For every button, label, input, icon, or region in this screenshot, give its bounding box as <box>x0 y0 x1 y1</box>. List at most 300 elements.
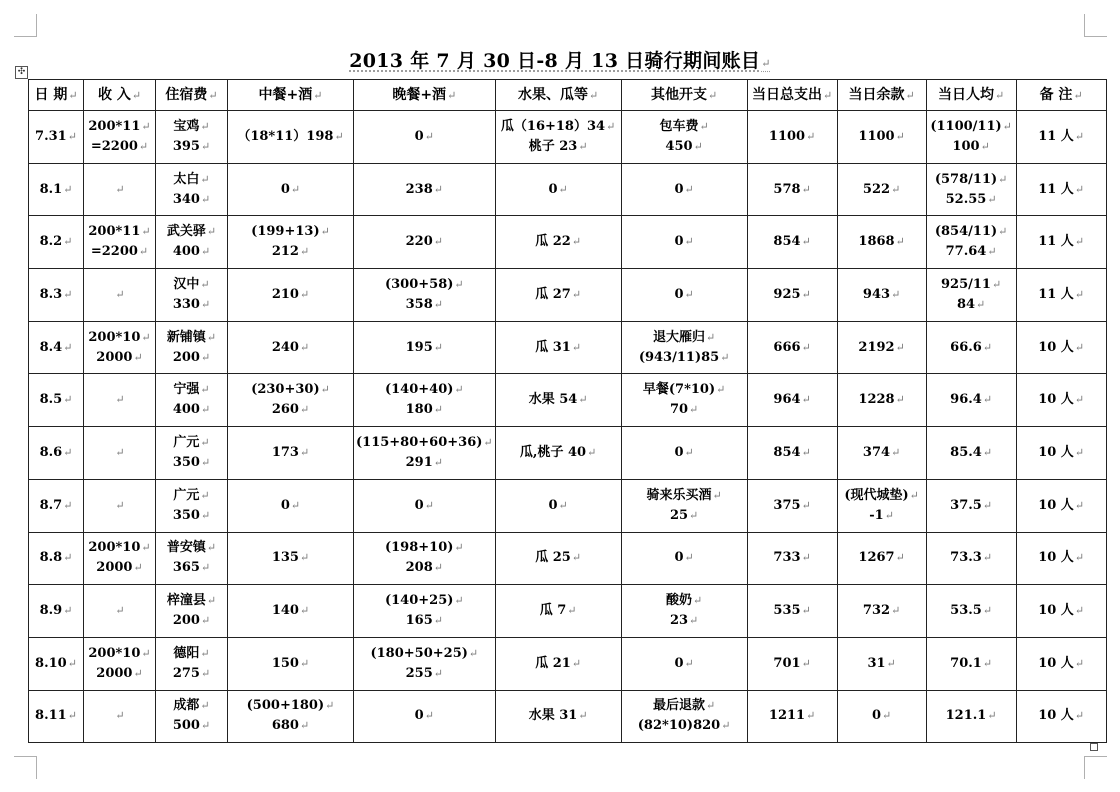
paragraph-mark-icon: ↵ <box>895 551 905 565</box>
paragraph-mark-icon: ↵ <box>684 656 694 670</box>
other-expense-cell-line: 酸奶↵ <box>665 593 703 609</box>
paragraph-mark-icon: ↵ <box>454 383 464 397</box>
lodging-cell[interactable] <box>156 321 228 374</box>
paragraph-mark-icon: ↵ <box>806 709 816 723</box>
lodging-cell[interactable] <box>156 269 228 322</box>
other-expense-cell[interactable] <box>621 216 747 269</box>
paragraph-mark-icon: ↵ <box>200 383 210 397</box>
lodging-cell-line: 400↵ <box>172 402 211 418</box>
daily-balance-cell-line: (现代城垫)↵ <box>844 487 919 503</box>
income-cell[interactable] <box>84 637 156 690</box>
other-expense-cell[interactable] <box>621 427 747 480</box>
paragraph-mark-icon: ↵ <box>689 508 699 522</box>
daily-balance-cell[interactable] <box>837 374 926 427</box>
lodging-cell[interactable] <box>156 479 228 532</box>
date-cell-line: 8.11↵ <box>35 708 77 724</box>
paragraph-mark-icon: ↵ <box>578 393 588 407</box>
note-cell[interactable] <box>1016 374 1106 427</box>
lodging-cell-line: 500↵ <box>172 718 211 734</box>
daily-total-cell[interactable] <box>747 216 837 269</box>
note-cell[interactable] <box>1016 690 1106 743</box>
daily-balance-cell[interactable] <box>837 216 926 269</box>
daily-total-cell[interactable] <box>747 690 837 743</box>
income-cell-line: 200*10↵ <box>88 329 151 345</box>
date-cell[interactable] <box>29 637 84 690</box>
date-cell[interactable] <box>29 690 84 743</box>
paragraph-mark-icon: ↵ <box>1074 551 1085 565</box>
daily-total-cell[interactable] <box>747 532 837 585</box>
paragraph-mark-icon: ↵ <box>976 297 986 311</box>
per-person-cell[interactable] <box>926 321 1016 374</box>
daily-balance-cell-line: 31↵ <box>867 655 896 671</box>
fruit-cell[interactable] <box>495 427 621 480</box>
other-expense-cell[interactable] <box>621 111 747 164</box>
lodging-cell[interactable] <box>156 532 228 585</box>
lodging-cell[interactable] <box>156 637 228 690</box>
fruit-cell[interactable] <box>495 374 621 427</box>
paragraph-mark-icon: ↵ <box>980 139 990 153</box>
paragraph-mark-icon: ↵ <box>63 235 73 249</box>
dinner-cell-line: 180↵ <box>405 402 443 418</box>
paragraph-mark-icon: ↵ <box>699 119 709 133</box>
table-row <box>29 374 1107 427</box>
daily-balance-cell[interactable] <box>837 163 926 216</box>
fruit-cell-line: 水果 31↵ <box>528 708 588 724</box>
paragraph-mark-icon: ↵ <box>299 340 310 354</box>
other-expense-cell[interactable] <box>621 374 747 427</box>
fruit-cell[interactable] <box>495 690 621 743</box>
other-expense-cell-line: 0↵ <box>674 550 694 566</box>
lunch-cell[interactable] <box>228 321 354 374</box>
paragraph-mark-icon: ↵ <box>200 719 211 733</box>
paragraph-mark-icon: ↵ <box>905 88 915 102</box>
paragraph-mark-icon: ↵ <box>1074 235 1085 249</box>
note-cell[interactable] <box>1016 163 1106 216</box>
paragraph-mark-icon: ↵ <box>823 88 833 102</box>
paragraph-mark-icon: ↵ <box>68 88 78 102</box>
other-expense-cell[interactable] <box>621 690 747 743</box>
paragraph-mark-icon: ↵ <box>571 656 582 670</box>
dinner-cell-line: 358↵ <box>405 296 443 312</box>
daily-balance-cell[interactable] <box>837 321 926 374</box>
paragraph-mark-icon: ↵ <box>433 455 443 469</box>
paragraph-mark-icon: ↵ <box>716 383 726 397</box>
income-cell[interactable] <box>84 374 156 427</box>
table-row <box>29 427 1107 480</box>
note-cell[interactable] <box>1016 111 1106 164</box>
paragraph-mark-icon: ↵ <box>133 666 143 680</box>
fruit-cell-line: 水果 54↵ <box>528 392 588 408</box>
daily-balance-cell[interactable] <box>837 269 926 322</box>
note-cell[interactable] <box>1016 532 1106 585</box>
paragraph-mark-icon: ↵ <box>115 709 125 723</box>
daily-total-cell[interactable] <box>747 111 837 164</box>
daily-total-cell[interactable] <box>747 637 837 690</box>
fruit-cell[interactable] <box>495 269 621 322</box>
paragraph-mark-icon: ↵ <box>200 508 211 522</box>
date-cell[interactable] <box>29 479 84 532</box>
paragraph-mark-icon: ↵ <box>433 614 443 628</box>
dinner-cell[interactable] <box>354 690 496 743</box>
lunch-cell[interactable] <box>228 427 354 480</box>
per-person-cell[interactable] <box>926 374 1016 427</box>
fruit-cell[interactable] <box>495 111 621 164</box>
paragraph-mark-icon: ↵ <box>891 182 901 196</box>
dinner-cell[interactable] <box>354 374 496 427</box>
daily-balance-cell[interactable] <box>837 111 926 164</box>
daily-total-cell-line: 733↵ <box>773 550 811 566</box>
per-person-cell[interactable] <box>926 163 1016 216</box>
date-cell-line: 8.1↵ <box>39 181 73 197</box>
paragraph-mark-icon: ↵ <box>63 287 73 301</box>
other-expense-cell[interactable] <box>621 163 747 216</box>
lodging-cell[interactable] <box>156 216 228 269</box>
daily-total-cell[interactable] <box>747 163 837 216</box>
note-cell[interactable] <box>1016 479 1106 532</box>
paragraph-mark-icon: ↵ <box>299 719 310 733</box>
lunch-cell[interactable] <box>228 637 354 690</box>
daily-total-cell[interactable] <box>747 374 837 427</box>
daily-total-cell[interactable] <box>747 321 837 374</box>
fruit-cell-line: 瓜 31↵ <box>535 339 582 355</box>
lunch-cell[interactable] <box>228 216 354 269</box>
paragraph-mark-icon: ↵ <box>433 182 443 196</box>
dinner-cell-line: 0↵ <box>414 708 434 724</box>
lodging-cell[interactable] <box>156 111 228 164</box>
paragraph-mark-icon: ↵ <box>684 182 694 196</box>
other-expense-cell[interactable] <box>621 585 747 638</box>
table-row <box>29 269 1107 322</box>
paragraph-mark-icon: ↵ <box>1074 287 1085 301</box>
daily-total-cell[interactable] <box>747 585 837 638</box>
per-person-cell[interactable] <box>926 637 1016 690</box>
daily-total-cell[interactable] <box>747 479 837 532</box>
other-expense-cell-line: 包车费↵ <box>659 118 709 134</box>
paragraph-mark-icon: ↵ <box>299 287 310 301</box>
income-cell[interactable] <box>84 111 156 164</box>
fruit-cell[interactable] <box>495 532 621 585</box>
fruit-cell-line: 0↵ <box>548 497 568 513</box>
paragraph-mark-icon: ↵ <box>200 350 211 364</box>
other-expense-cell-line: 早餐(7*10)↵ <box>642 382 726 398</box>
income-cell[interactable] <box>84 321 156 374</box>
paragraph-mark-icon: ↵ <box>801 235 811 249</box>
paragraph-mark-icon: ↵ <box>801 393 811 407</box>
daily-balance-cell[interactable] <box>837 532 926 585</box>
daily-balance-cell-line: -1↵ <box>869 507 894 523</box>
fruit-cell[interactable] <box>495 216 621 269</box>
lunch-cell[interactable] <box>228 585 354 638</box>
fruit-cell[interactable] <box>495 585 621 638</box>
column-header: 当日人均↵ <box>926 80 1016 111</box>
paragraph-mark-icon: ↵ <box>200 119 210 133</box>
lunch-cell[interactable] <box>228 374 354 427</box>
dinner-cell[interactable] <box>354 163 496 216</box>
paragraph-mark-icon: ↵ <box>299 403 310 417</box>
paragraph-mark-icon: ↵ <box>801 445 811 459</box>
fruit-cell-line: 瓜（16+18）34↵ <box>500 118 616 134</box>
other-expense-cell[interactable] <box>621 479 747 532</box>
date-cell[interactable] <box>29 427 84 480</box>
income-cell[interactable] <box>84 479 156 532</box>
note-cell[interactable] <box>1016 585 1106 638</box>
income-cell[interactable] <box>84 163 156 216</box>
lodging-cell-line: 太白↵ <box>173 171 210 187</box>
other-expense-cell-line: 0↵ <box>674 181 694 197</box>
paragraph-mark-icon: ↵ <box>115 498 125 512</box>
lodging-cell[interactable] <box>156 163 228 216</box>
paragraph-mark-icon: ↵ <box>1073 88 1083 102</box>
dinner-cell[interactable] <box>354 479 496 532</box>
daily-total-cell-line: 666↵ <box>773 339 811 355</box>
paragraph-mark-icon: ↵ <box>454 277 464 291</box>
daily-balance-cell-line: 2192↵ <box>858 339 905 355</box>
dinner-cell-line: 195↵ <box>405 339 443 355</box>
date-cell-line: 8.9↵ <box>39 603 73 619</box>
lodging-cell-line: 成都↵ <box>173 698 210 714</box>
fruit-cell[interactable] <box>495 637 621 690</box>
lodging-cell-line: 330↵ <box>172 296 211 312</box>
paragraph-mark-icon: ↵ <box>320 383 330 397</box>
paragraph-mark-icon: ↵ <box>200 614 211 628</box>
fruit-cell-line: 瓜 22↵ <box>535 234 582 250</box>
income-cell[interactable] <box>84 269 156 322</box>
note-cell-line: 10 人↵ <box>1038 339 1085 355</box>
fruit-cell[interactable] <box>495 479 621 532</box>
daily-balance-cell[interactable] <box>837 637 926 690</box>
paragraph-mark-icon: ↵ <box>895 235 905 249</box>
paragraph-mark-icon: ↵ <box>991 277 1002 291</box>
date-cell[interactable] <box>29 374 84 427</box>
fruit-cell-line: 0↵ <box>548 181 568 197</box>
daily-balance-cell[interactable] <box>837 690 926 743</box>
per-person-cell[interactable] <box>926 585 1016 638</box>
daily-balance-cell-line: 0↵ <box>871 708 892 724</box>
paragraph-mark-icon: ↵ <box>1074 393 1085 407</box>
lunch-cell[interactable] <box>228 269 354 322</box>
paragraph-mark-icon: ↵ <box>433 235 443 249</box>
paragraph-mark-icon: ↵ <box>63 182 73 196</box>
paragraph-mark-icon: ↵ <box>1074 129 1085 143</box>
other-expense-cell-line: 70↵ <box>669 402 699 418</box>
other-expense-cell[interactable] <box>621 637 747 690</box>
dinner-cell[interactable] <box>354 585 496 638</box>
note-cell-line: 10 人↵ <box>1038 655 1085 671</box>
note-cell-line: 10 人↵ <box>1038 392 1085 408</box>
per-person-cell-line: 53.5↵ <box>950 603 993 619</box>
paragraph-mark-icon: ↵ <box>200 139 211 153</box>
per-person-cell-line: (1100/11)↵ <box>930 118 1012 134</box>
other-expense-cell[interactable] <box>621 269 747 322</box>
date-cell[interactable] <box>29 216 84 269</box>
daily-balance-cell[interactable] <box>837 479 926 532</box>
per-person-cell-line: 84↵ <box>956 296 986 312</box>
date-cell[interactable] <box>29 532 84 585</box>
paragraph-mark-icon: ↵ <box>708 88 718 102</box>
date-cell[interactable] <box>29 163 84 216</box>
paragraph-mark-icon: ↵ <box>200 192 211 206</box>
per-person-cell[interactable] <box>926 427 1016 480</box>
dinner-cell[interactable] <box>354 637 496 690</box>
paragraph-mark-icon: ↵ <box>115 445 125 459</box>
paragraph-mark-icon: ↵ <box>578 709 588 723</box>
paragraph-mark-icon: ↵ <box>141 119 151 133</box>
lodging-cell-line: 德阳↵ <box>173 645 210 661</box>
fruit-cell[interactable] <box>495 163 621 216</box>
paragraph-mark-icon: ↵ <box>1074 445 1085 459</box>
dinner-cell[interactable] <box>354 427 496 480</box>
note-cell[interactable] <box>1016 321 1106 374</box>
paragraph-mark-icon: ↵ <box>141 541 151 555</box>
lodging-cell-line: 新铺镇↵ <box>166 329 217 345</box>
note-cell[interactable] <box>1016 216 1106 269</box>
lodging-cell-line: 275↵ <box>172 665 211 681</box>
lunch-cell-line: (230+30)↵ <box>251 382 330 398</box>
daily-balance-cell[interactable] <box>837 427 926 480</box>
dinner-cell[interactable] <box>354 532 496 585</box>
note-cell[interactable] <box>1016 637 1106 690</box>
income-cell[interactable] <box>84 532 156 585</box>
note-cell[interactable] <box>1016 269 1106 322</box>
daily-balance-cell-line: 1100↵ <box>858 128 905 144</box>
lunch-cell-line: 150↵ <box>271 655 310 671</box>
daily-balance-cell[interactable] <box>837 585 926 638</box>
note-cell-line: 11 人↵ <box>1038 128 1085 144</box>
dinner-cell[interactable] <box>354 216 496 269</box>
paragraph-mark-icon: ↵ <box>882 709 892 723</box>
daily-balance-cell-line: 1267↵ <box>858 550 905 566</box>
paragraph-mark-icon: ↵ <box>982 393 993 407</box>
paragraph-mark-icon: ↵ <box>1074 656 1085 670</box>
lodging-cell[interactable] <box>156 690 228 743</box>
paragraph-mark-icon: ↵ <box>801 551 811 565</box>
paragraph-mark-icon: ↵ <box>138 139 149 153</box>
note-cell-line: 10 人↵ <box>1038 708 1085 724</box>
paragraph-mark-icon: ↵ <box>801 287 811 301</box>
lodging-cell[interactable] <box>156 374 228 427</box>
paragraph-mark-icon: ↵ <box>987 192 997 206</box>
table-move-handle-icon[interactable]: ✣ <box>15 66 28 79</box>
daily-total-cell[interactable] <box>747 427 837 480</box>
paragraph-mark-icon: ↵ <box>200 666 211 680</box>
paragraph-mark-icon: ↵ <box>200 277 210 291</box>
table-resize-handle-icon[interactable] <box>1090 743 1098 751</box>
lodging-cell[interactable] <box>156 427 228 480</box>
paragraph-mark-icon: ↵ <box>63 340 73 354</box>
lodging-cell[interactable] <box>156 585 228 638</box>
paragraph-mark-icon: ↵ <box>891 287 901 301</box>
per-person-cell-line: 73.3↵ <box>950 550 993 566</box>
note-cell-line: 11 人↵ <box>1038 286 1085 302</box>
per-person-cell[interactable] <box>926 216 1016 269</box>
lodging-cell-line: 400↵ <box>172 244 211 260</box>
per-person-cell[interactable] <box>926 690 1016 743</box>
paragraph-mark-icon: ↵ <box>998 225 1008 239</box>
other-expense-cell-line: 23↵ <box>669 613 699 629</box>
paragraph-mark-icon: ↵ <box>706 330 716 344</box>
paragraph-mark-icon: ↵ <box>895 129 905 143</box>
per-person-cell-line: (578/11)↵ <box>934 171 1008 187</box>
date-cell[interactable] <box>29 321 84 374</box>
crop-mark-top-right <box>1084 14 1107 37</box>
paragraph-mark-icon: ↵ <box>206 330 217 344</box>
income-cell[interactable] <box>84 585 156 638</box>
daily-total-cell[interactable] <box>747 269 837 322</box>
income-cell-line: 2000↵ <box>96 665 143 681</box>
paragraph-mark-icon: ↵ <box>63 604 73 618</box>
paragraph-mark-icon: ↵ <box>290 498 301 512</box>
lunch-cell[interactable] <box>228 111 354 164</box>
per-person-cell[interactable] <box>926 532 1016 585</box>
note-cell[interactable] <box>1016 427 1106 480</box>
daily-total-cell-line: 854↵ <box>773 444 811 460</box>
paragraph-mark-icon: ↵ <box>433 666 443 680</box>
daily-total-cell-line: 701↵ <box>773 655 811 671</box>
lunch-cell[interactable] <box>228 479 354 532</box>
other-expense-cell[interactable] <box>621 532 747 585</box>
lunch-cell[interactable] <box>228 532 354 585</box>
daily-balance-cell-line: 374↵ <box>862 444 901 460</box>
date-cell[interactable] <box>29 111 84 164</box>
other-expense-cell[interactable] <box>621 321 747 374</box>
income-cell[interactable] <box>84 427 156 480</box>
paragraph-mark-icon: ↵ <box>67 129 77 143</box>
date-cell-line: 8.3↵ <box>39 286 73 302</box>
per-person-cell-line: 96.4↵ <box>950 392 993 408</box>
fruit-cell[interactable] <box>495 321 621 374</box>
paragraph-mark-icon: ↵ <box>884 508 894 522</box>
paragraph-mark-icon: ↵ <box>67 656 77 670</box>
date-cell-line: 8.8↵ <box>39 550 73 566</box>
lunch-cell[interactable] <box>228 163 354 216</box>
lodging-cell-line: 梓潼县↵ <box>166 593 217 609</box>
paragraph-mark-icon: ↵ <box>299 551 310 565</box>
dinner-cell[interactable] <box>354 111 496 164</box>
income-cell[interactable] <box>84 690 156 743</box>
lunch-cell-line: 0↵ <box>280 497 301 513</box>
per-person-cell-line: 52.55↵ <box>945 191 997 207</box>
paragraph-mark-icon: ↵ <box>63 498 73 512</box>
paragraph-mark-icon: ↵ <box>141 646 151 660</box>
paragraph-mark-icon: ↵ <box>115 182 125 196</box>
per-person-cell[interactable] <box>926 269 1016 322</box>
dinner-cell[interactable] <box>354 321 496 374</box>
lodging-cell-line: 350↵ <box>172 507 211 523</box>
paragraph-mark-icon: ↵ <box>587 445 597 459</box>
paragraph-mark-icon: ↵ <box>200 403 211 417</box>
lunch-cell-line: (199+13)↵ <box>251 224 330 240</box>
paragraph-mark-icon: ↵ <box>63 393 73 407</box>
note-cell-line: 10 人↵ <box>1038 444 1085 460</box>
other-expense-cell-line: 骑来乐买酒↵ <box>646 487 722 503</box>
date-cell[interactable] <box>29 269 84 322</box>
paragraph-mark-icon: ↵ <box>424 129 434 143</box>
paragraph-mark-icon: ↵ <box>571 340 582 354</box>
income-cell-line: 200*10↵ <box>88 645 151 661</box>
paragraph-mark-icon: ↵ <box>998 172 1008 186</box>
lunch-cell[interactable] <box>228 690 354 743</box>
date-cell[interactable] <box>29 585 84 638</box>
per-person-cell[interactable] <box>926 479 1016 532</box>
dinner-cell[interactable] <box>354 269 496 322</box>
paragraph-mark-icon: ↵ <box>1002 119 1012 133</box>
paragraph-mark-icon: ↵ <box>801 498 811 512</box>
other-expense-cell-line: 25↵ <box>669 507 699 523</box>
income-cell[interactable] <box>84 216 156 269</box>
paragraph-mark-icon: ↵ <box>299 656 310 670</box>
column-header: 中餐+酒↵ <box>228 80 354 111</box>
per-person-cell[interactable] <box>926 111 1016 164</box>
